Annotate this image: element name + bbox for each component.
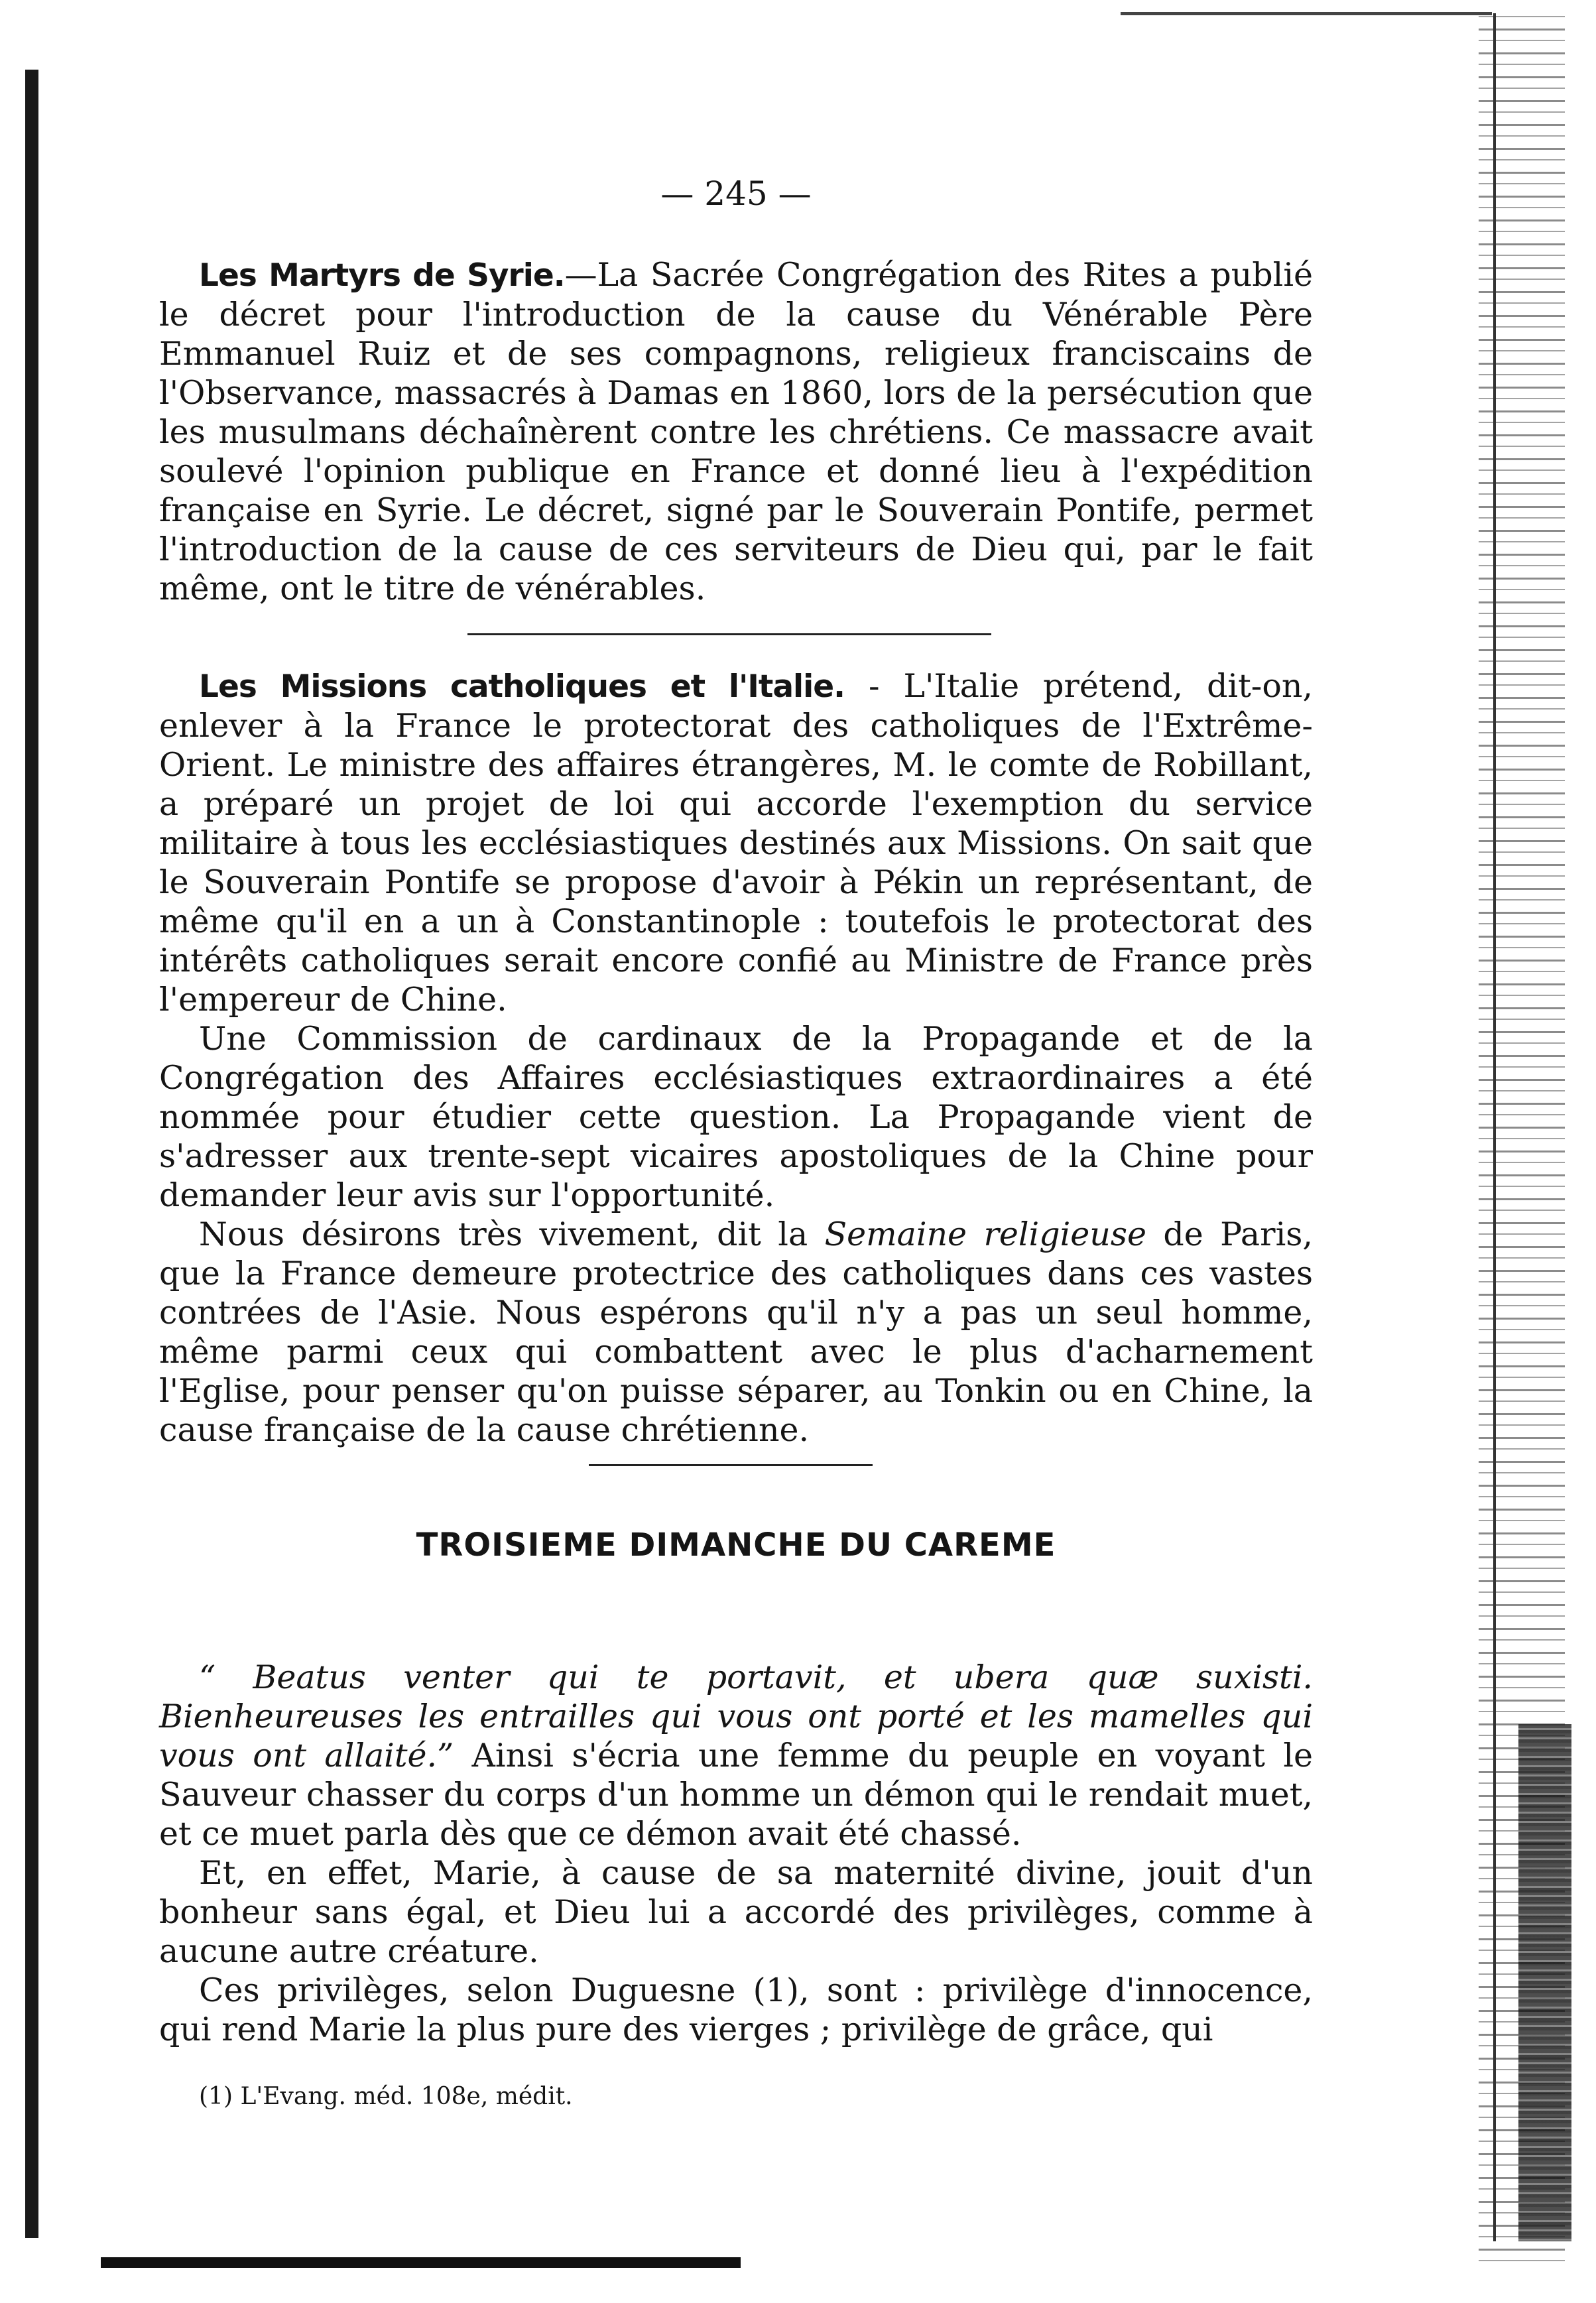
page-number: — 245 — bbox=[660, 174, 812, 213]
article-missions-italie bbox=[159, 666, 1313, 1450]
scan-border-left bbox=[25, 70, 38, 2238]
article-martyrs-syrie bbox=[159, 255, 1313, 608]
scan-edge-right-dark bbox=[1518, 1724, 1571, 2241]
scan-border-bottom bbox=[101, 2257, 741, 2268]
article-text: - L'Italie prétend, dit-on, enlever à la France le protectorat des catholiques de l'Extrême-Orient. Le ministre des affaires étrangères, M. le comte de Robillant, a préparé un projet de loi qui accorde l'exemption du service militaire à tous les ecclésiastiques destinés aux Missions. On sait que le Souverain Pontife se propose d'avoir à Pékin un représentant, de même qu'il en a un à Constantinople : toutefois le protectorat des intérêts catholiques serait encore confié au Ministre de France près l'empereur de Chine. bbox=[159, 667, 1313, 1019]
article-paragraph: Ces privilèges, selon Duguesne (1), sont : privilège d'innocence, qui rend Marie la plus pure des vierges ; privilège de grâce, qui bbox=[159, 1971, 1313, 2048]
divider bbox=[589, 1464, 873, 1466]
article-title: Les Missions catholiques et l'Italie. bbox=[199, 668, 845, 705]
article-paragraph bbox=[159, 1215, 1313, 1450]
article-paragraph bbox=[159, 255, 1313, 608]
section-heading: TROISIEME DIMANCHE DU CAREME bbox=[416, 1526, 1056, 1564]
article-paragraph bbox=[159, 1658, 1313, 1853]
scan-edge-top bbox=[1121, 12, 1492, 15]
article-title: Les Martyrs de Syrie. bbox=[199, 257, 565, 294]
article-paragraph bbox=[159, 666, 1313, 1019]
text-span: de Paris, que la France demeure protectrice des catholiques dans ces vastes contrées de l'Asie. Nous espérons qu'il n'y a pas un seul homme, même parmi ceux qui combattent avec le plus d'acharnement l'Eglise, pour penser qu'on puisse séparer, au Tonkin ou en Chine, la cause française de la cause chrétienne. bbox=[159, 1215, 1313, 1449]
section-body bbox=[159, 1658, 1313, 2049]
text-span: Nous désirons très vivement, dit la bbox=[199, 1215, 825, 1253]
article-text: —La Sacrée Congrégation des Rites a publié le décret pour l'introduction de la cause du Vénérable Père Emmanuel Ruiz et de ses compagnons, religieux franciscains de l'Observance, massacrés à Damas en 1860, lors de la persécution que les musulmans déchaînèrent contre les chrétiens. Ce massacre avait soulevé l'opinion publique en France et donné lieu à l'expédition française en Syrie. Le décret, signé par le Souverain Pontife, permet l'introduction de la cause de ces serviteurs de Dieu qui, par le fait même, ont le titre de vénérables. bbox=[159, 256, 1313, 607]
divider bbox=[467, 633, 991, 635]
scan-edge-line bbox=[1493, 13, 1496, 2241]
publication-title: Semaine religieuse bbox=[824, 1215, 1146, 1253]
article-text: Ainsi s'écria une femme du peuple en voyant le Sauveur chasser du corps d'un homme un démon qui le rendait muet, et ce muet parla dès que ce démon avait été chassé. bbox=[159, 1737, 1313, 1853]
article-paragraph: Une Commission de cardinaux de la Propagande et de la Congrégation des Affaires ecclésiastiques extraordinaires a été nommée pour étudier cette question. La Propagande vient de s'adresser aux trente-sept vicaires apostoliques de la Chine pour demander leur avis sur l'opportunité. bbox=[159, 1020, 1313, 1214]
article-paragraph: Et, en effet, Marie, à cause de sa maternité divine, jouit d'un bonheur sans égal, et Dieu lui a accordé des privilèges, comme à aucune autre créature. bbox=[159, 1854, 1313, 1970]
latin-quote: “ Beatus venter qui te portavit, et ubera quæ suxisti. Bienheureuses les entrailles qui vous ont porté et les mamelles qui vous ont allaité.” bbox=[159, 1658, 1313, 1774]
footnote: (1) L'Evang. méd. 108e, médit. bbox=[199, 2083, 573, 2110]
